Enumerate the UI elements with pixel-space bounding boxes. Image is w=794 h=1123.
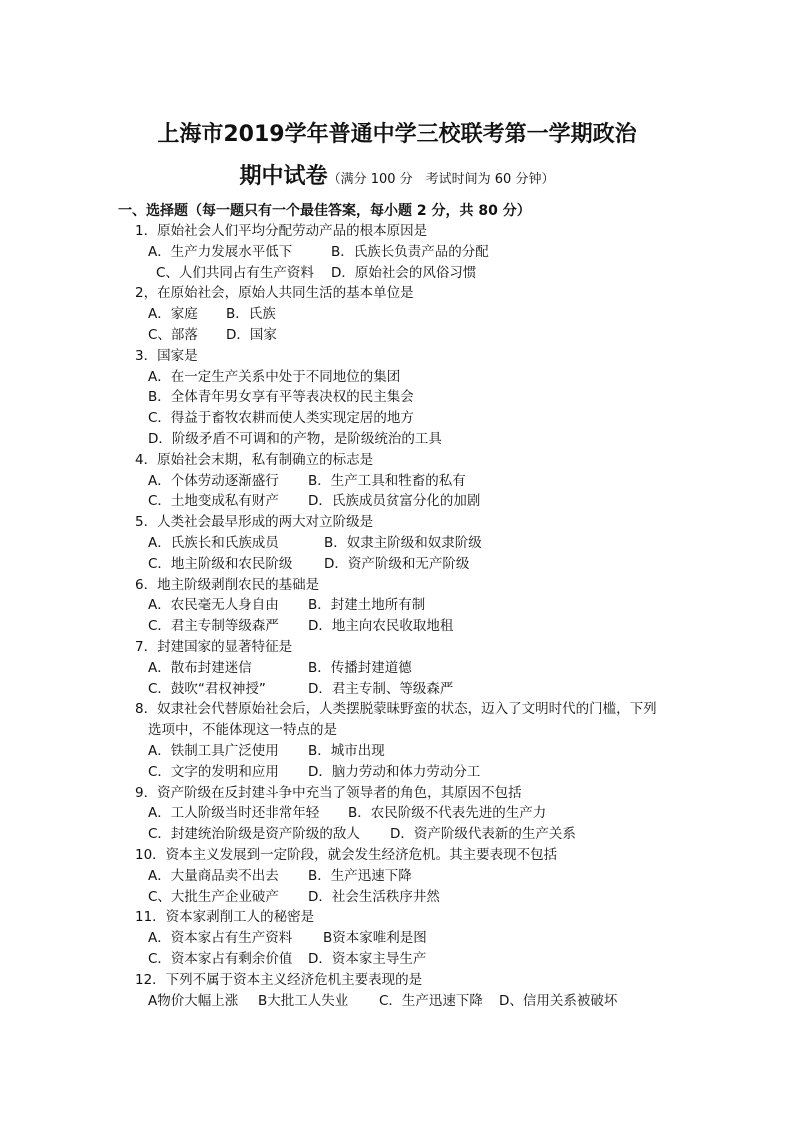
- section-heading: 一、选择题（每一题只有一个最佳答案，每小题 2 分，共 80 分）: [118, 203, 531, 219]
- answer-option: A．生产力发展水平低下: [148, 243, 293, 260]
- answer-option: D．君主专制、等级森严: [308, 680, 454, 697]
- answer-option: D．资产阶级代表新的生产关系: [390, 826, 576, 843]
- answer-option: B．封建土地所有制: [308, 597, 426, 614]
- question-stem: 12．下列不属于资本主义经济危机主要表现的是: [135, 971, 423, 988]
- exam-title-note: （满分 100 分 考试时间为 60 分钟）: [327, 172, 555, 187]
- question-stem: 1．原始社会人们平均分配劳动产品的根本原因是: [135, 223, 428, 239]
- answer-option: A．资本家占有生产资料: [148, 930, 293, 947]
- answer-option: B．氏族长负责产品的分配: [331, 243, 489, 260]
- question-stem: 7．封建国家的显著特征是: [135, 639, 293, 655]
- question-stem: 5．人类社会最早形成的两大对立阶级是: [135, 514, 374, 531]
- answer-option: D．资本家主导生产: [308, 951, 427, 967]
- answer-option: B．生产迅速下降: [308, 867, 412, 884]
- answer-option: C．资本家占有剩余价值: [148, 951, 293, 967]
- answer-option: C．土地变成私有财产: [148, 493, 279, 510]
- answer-option: A物价大幅上涨: [148, 992, 239, 1009]
- answer-option: B．生产工具和牲畜的私有: [308, 472, 466, 489]
- answer-option: A．家庭: [148, 306, 198, 323]
- answer-option: A．铁制工具广泛使用: [148, 743, 279, 759]
- answer-option: B．奴隶主阶级和奴隶阶级: [324, 535, 482, 551]
- answer-option: D、信用关系被破坏: [499, 992, 618, 1009]
- answer-option: D．资产阶级和无产阶级: [324, 555, 470, 572]
- answer-option: B．传播封建道德: [308, 659, 412, 676]
- answer-option: C．封建统治阶级是资产阶级的敌人: [148, 826, 360, 843]
- answer-option: A．氏族长和氏族成员: [148, 535, 279, 551]
- answer-option: C．地主阶级和农民阶级: [148, 555, 293, 572]
- question-stem: 6．地主阶级剥削农民的基础是: [135, 576, 320, 593]
- answer-option: C、人们共同占有生产资料: [156, 264, 314, 281]
- answer-option: C．鼓吹“君权神授”: [148, 680, 266, 697]
- question-stem: 11．资本家剥削工人的秘密是: [135, 909, 315, 926]
- answer-option: D．氏族成员贫富分化的加剧: [308, 493, 481, 510]
- question-stem: 2，在原始社会，原始人共同生活的基本单位是: [135, 285, 414, 302]
- answer-option: D．国家: [226, 327, 277, 343]
- question-stem: 4．原始社会末期，私有制确立的标志是: [135, 451, 374, 468]
- answer-option: A．大量商品卖不出去: [148, 867, 279, 884]
- answer-option: D．阶级矛盾不可调和的产物，是阶级统治的工具: [148, 431, 442, 447]
- exam-title-main: 期中试卷: [239, 164, 328, 189]
- answer-option: B资本家唯利是图: [323, 930, 427, 947]
- answer-option: C．君主专制等级森严: [148, 618, 279, 635]
- answer-option: C、部落: [148, 327, 198, 343]
- answer-option: D．原始社会的风俗习惯: [331, 264, 477, 281]
- answer-option: C．生产迅速下降: [379, 992, 483, 1009]
- answer-option: A．农民毫无人身自由: [148, 597, 279, 614]
- answer-option: B．城市出现: [308, 743, 385, 759]
- answer-option: C．文字的发明和应用: [148, 763, 279, 780]
- answer-option: C．得益于畜牧农耕而使人类实现定居的地方: [148, 410, 414, 427]
- question-stem: 8．奴隶社会代替原始社会后，人类摆脱蒙昧野蛮的状态，迈入了文明时代的门槛，下列: [135, 701, 657, 718]
- question-stem: 3．国家是: [135, 347, 198, 364]
- answer-option: D．脑力劳动和体力劳动分工: [308, 763, 481, 780]
- answer-option: B．全体青年男女享有平等表决权的民主集会: [148, 389, 414, 406]
- question-stem: 10．资本主义发展到一定阶段，就会发生经济危机。其主要表现不包括: [135, 847, 558, 863]
- answer-option: B．农民阶级不代表先进的生产力: [348, 805, 547, 822]
- exam-title-line1: 上海市2019学年普通中学三校联考第一学期政治: [157, 122, 637, 147]
- answer-option: A．散布封建迷信: [148, 659, 252, 676]
- answer-option: D．地主向农民收取地租: [308, 618, 454, 635]
- answer-option: D．社会生活秩序井然: [308, 888, 440, 905]
- answer-option: A．个体劳动逐渐盛行: [148, 472, 279, 489]
- question-stem-continued: 选项中，不能体现这一特点的是: [148, 722, 337, 739]
- answer-option: B大批工人失业: [258, 992, 349, 1009]
- answer-option: A．在一定生产关系中处于不同地位的集团: [148, 368, 401, 385]
- question-stem: 9．资产阶级在反封建斗争中充当了领导者的角色，其原因不包括: [135, 784, 522, 801]
- answer-option: A．工人阶级当时还非常年轻: [148, 805, 320, 822]
- answer-option: C、大批生产企业破产: [148, 888, 279, 905]
- answer-option: B．氏族: [226, 306, 276, 323]
